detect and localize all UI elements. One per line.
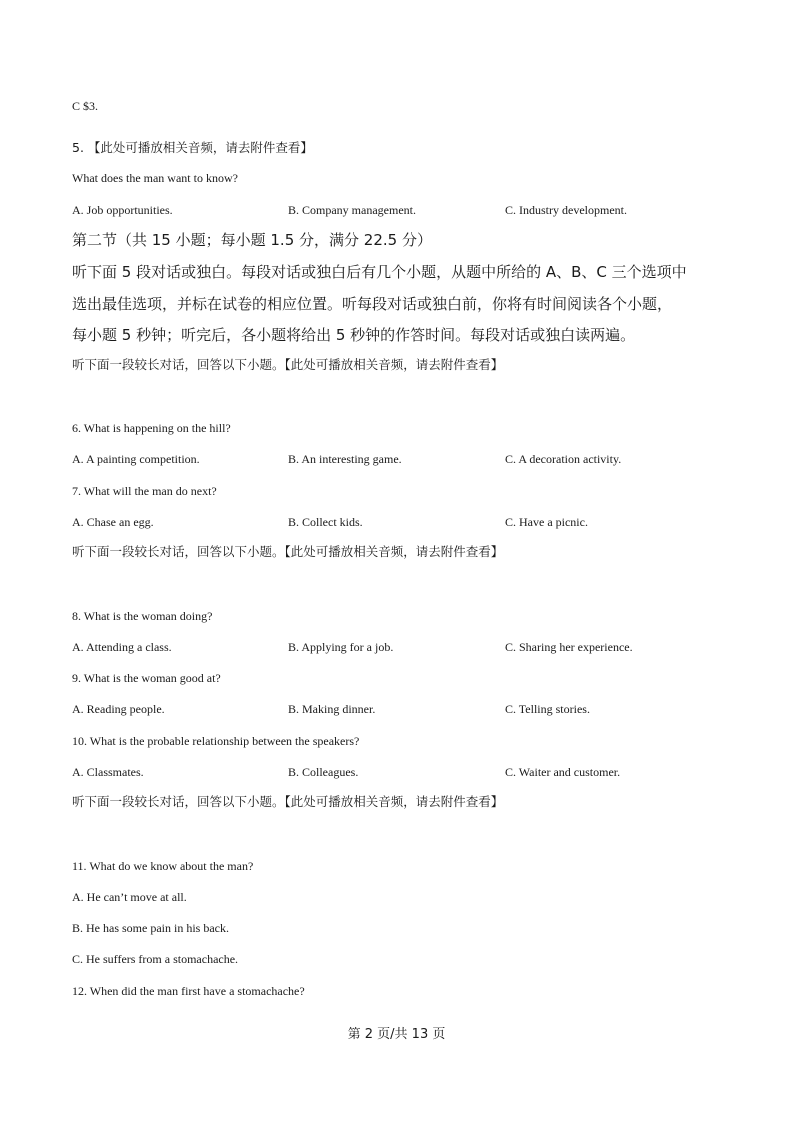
q7-option-c: C. Have a picnic.	[505, 515, 588, 529]
q5-audio-note: 5. 【此处可播放相关音频，请去附件查看】	[72, 140, 313, 155]
q8-option-a: A. Attending a class.	[72, 640, 172, 654]
q10-option-c: C. Waiter and customer.	[505, 765, 621, 779]
q8-option-c: C. Sharing her experience.	[505, 640, 633, 654]
q9-option-c: C. Telling stories.	[505, 702, 590, 716]
q12-question: 12. When did the man first have a stomachache?	[72, 984, 305, 998]
q6-question: 6. What is happening on the hill?	[72, 421, 231, 435]
q7-option-a: A. Chase an egg.	[72, 515, 154, 529]
q10-option-a: A. Classmates.	[72, 765, 144, 779]
page-number: 第 2 页/共 13 页	[347, 1027, 446, 1042]
dialog-audio-note-1: 听下面一段较长对话，回答以下小题。【此处可播放相关音频，请去附件查看】	[72, 357, 504, 372]
q11-option-b: B. He has some pain in his back.	[72, 921, 229, 935]
q4-option-c: C $3.	[72, 99, 99, 113]
q5-option-a: A. Job opportunities.	[72, 203, 173, 217]
instruction-line-3: 每小题 5 秒钟；听完后，各小题将给出 5 秒钟的作答时间。每段对话或独白读两遍。	[72, 326, 636, 344]
q9-option-a: A. Reading people.	[72, 702, 165, 716]
dialog-audio-note-2: 听下面一段较长对话，回答以下小题。【此处可播放相关音频，请去附件查看】	[72, 544, 504, 559]
q5-question: What does the man want to know?	[72, 171, 238, 185]
q7-option-b: B. Collect kids.	[288, 515, 363, 529]
q9-question: 9. What is the woman good at?	[72, 671, 221, 685]
q10-option-b: B. Colleagues.	[288, 765, 359, 779]
q11-question: 11. What do we know about the man?	[72, 859, 254, 873]
q8-question: 8. What is the woman doing?	[72, 609, 213, 623]
dialog-audio-note-3: 听下面一段较长对话，回答以下小题。【此处可播放相关音频，请去附件查看】	[72, 794, 504, 809]
q5-option-c: C. Industry development.	[505, 203, 627, 217]
q6-option-b: B. An interesting game.	[288, 452, 402, 466]
q11-option-c: C. He suffers from a stomachache.	[72, 952, 239, 966]
instruction-line-2: 选出最佳选项，并标在试卷的相应位置。听每段对话或独白前，你将有时间阅读各个小题，	[72, 295, 673, 313]
section-heading: 第二节（共 15 小题；每小题 1.5 分，满分 22.5 分）	[72, 231, 432, 249]
instruction-line-1: 听下面 5 段对话或独白。每段对话或独白后有几个小题，从题中所给的 A、B、C 三个选项中	[72, 263, 687, 281]
q6-option-a: A. A painting competition.	[72, 452, 200, 466]
q7-question: 7. What will the man do next?	[72, 484, 217, 498]
q9-option-b: B. Making dinner.	[288, 702, 376, 716]
q8-option-b: B. Applying for a job.	[288, 640, 394, 654]
q6-option-c: C. A decoration activity.	[505, 452, 622, 466]
q5-option-b: B. Company management.	[288, 203, 416, 217]
q11-option-a: A. He can’t move at all.	[72, 890, 187, 904]
q10-question: 10. What is the probable relationship between the speakers?	[72, 734, 360, 748]
